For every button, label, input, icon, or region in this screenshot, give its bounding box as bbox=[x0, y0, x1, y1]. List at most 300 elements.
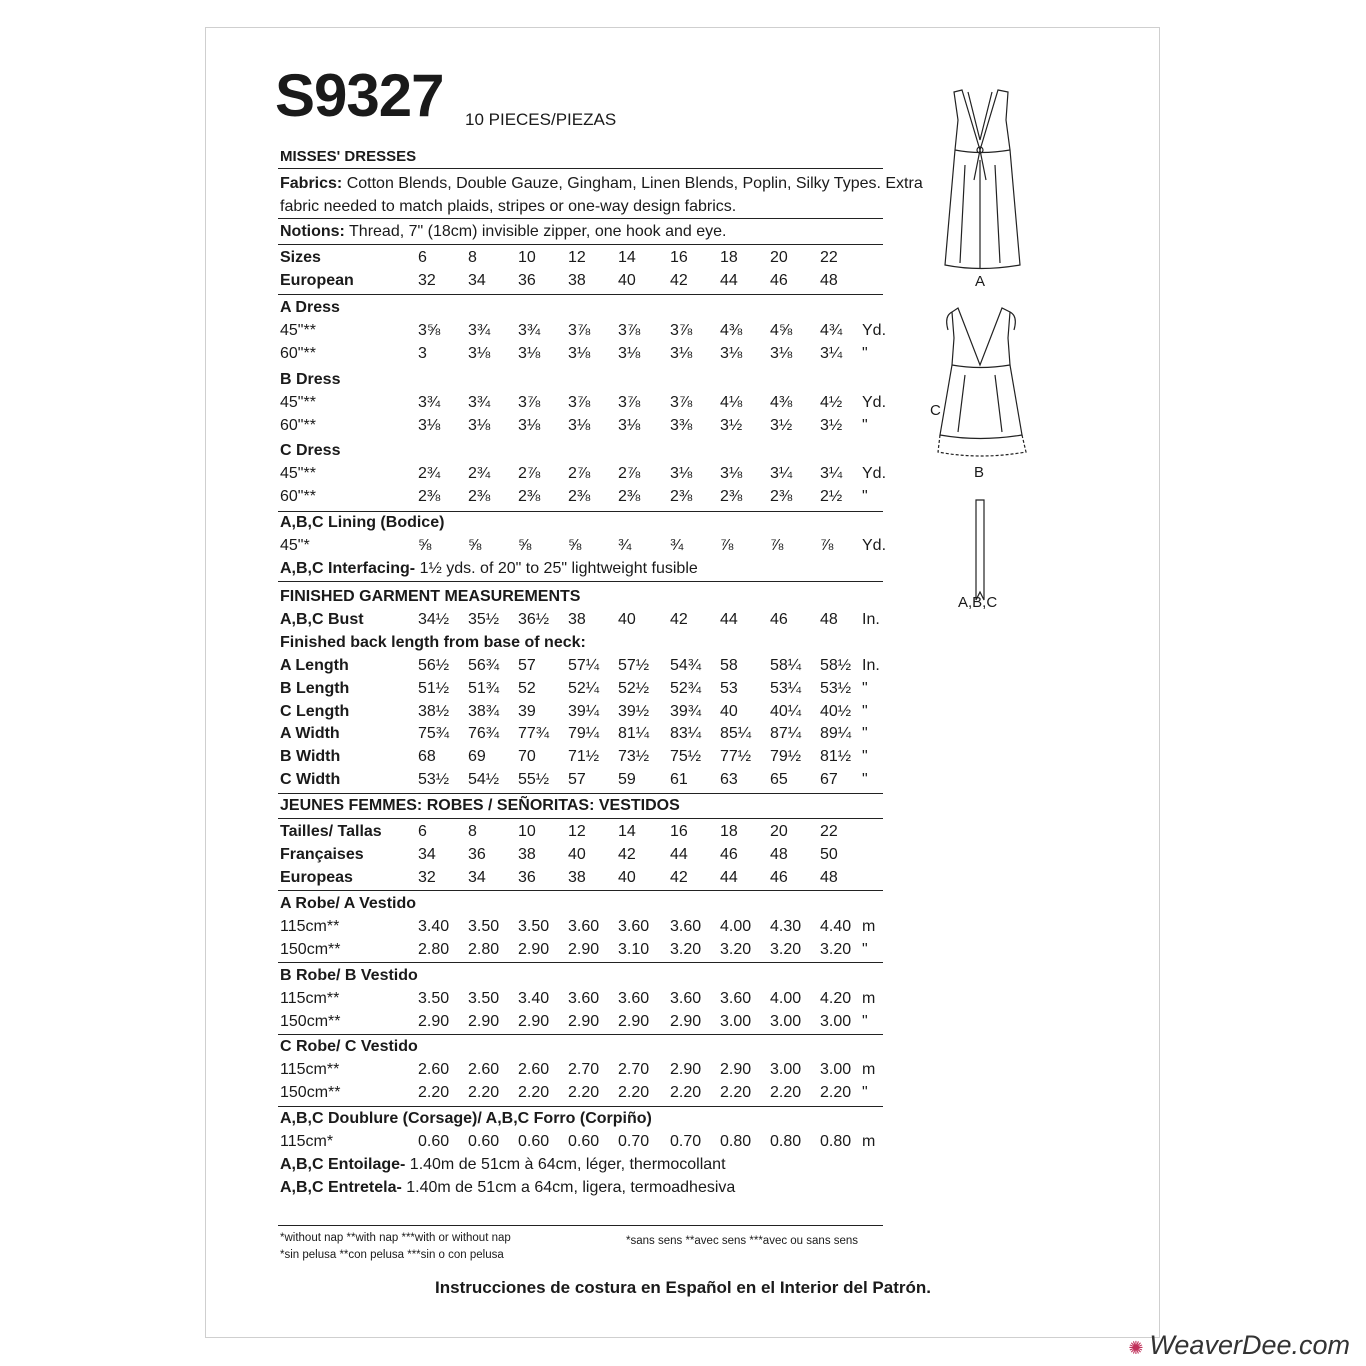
table-cell: 38¾ bbox=[468, 703, 500, 720]
table-row-label: B Robe/ B Vestido bbox=[280, 967, 418, 984]
table-cell: 6 bbox=[418, 823, 427, 840]
table-cell: 79½ bbox=[770, 748, 802, 765]
table-row-label: Finished back length from base of neck: bbox=[280, 634, 586, 651]
table-cell: 3⅛ bbox=[618, 417, 641, 434]
notions-line: Notions: Thread, 7" (18cm) invisible zipper, one hook and eye. bbox=[280, 223, 727, 240]
table-cell: 3⅛ bbox=[518, 417, 541, 434]
table-cell: 46 bbox=[770, 272, 788, 289]
table-cell: 54¾ bbox=[670, 657, 702, 674]
table-cell: 3½ bbox=[820, 417, 843, 434]
table-cell: 2⅞ bbox=[618, 465, 641, 482]
interfacing-line: A,B,C Interfacing- 1½ yds. of 20" to 25" lightweight fusible bbox=[280, 560, 698, 577]
table-cell: 2.90 bbox=[418, 1013, 450, 1030]
table-cell: 4⅜ bbox=[720, 322, 743, 339]
table-row-label: 115cm** bbox=[280, 990, 340, 1007]
table-cell: 3.50 bbox=[518, 918, 550, 935]
table-row-label: 60"** bbox=[280, 488, 316, 505]
table-cell: 75½ bbox=[670, 748, 702, 765]
table-row-label: 150cm** bbox=[280, 1013, 341, 1030]
divider bbox=[278, 168, 883, 169]
table-cell: 2.20 bbox=[670, 1084, 702, 1101]
table-cell: 83¼ bbox=[670, 725, 702, 742]
table-cell: 40 bbox=[720, 703, 738, 720]
table-cell: 34 bbox=[418, 846, 436, 863]
table-cell: 0.80 bbox=[770, 1133, 802, 1150]
table-cell: 3⅛ bbox=[720, 465, 743, 482]
table-row-label: A Width bbox=[280, 725, 340, 742]
table-row-label: Sizes bbox=[280, 249, 321, 266]
table-cell: 2.80 bbox=[468, 941, 500, 958]
table-row-label: 60"** bbox=[280, 417, 316, 434]
table-row-label: C Width bbox=[280, 771, 341, 788]
garment-illustrations bbox=[930, 80, 1040, 620]
illustration-label-c: C bbox=[930, 402, 941, 419]
table-cell: 3⅛ bbox=[720, 345, 743, 362]
table-cell: 59 bbox=[618, 771, 636, 788]
table-row-label: 45"** bbox=[280, 394, 316, 411]
footnote-en: *without nap **with nap ***with or without nap bbox=[280, 1232, 511, 1244]
table-cell: 2⅜ bbox=[518, 488, 541, 505]
table-cell: 3⅛ bbox=[468, 417, 491, 434]
table-unit: In. bbox=[862, 657, 880, 674]
table-cell: ⅝ bbox=[568, 537, 582, 554]
table-cell: ⅞ bbox=[770, 537, 784, 554]
table-cell: 2.20 bbox=[568, 1084, 600, 1101]
table-row-label: B Width bbox=[280, 748, 341, 765]
footnote-es: *sin pelusa **con pelusa ***sin o con pelusa bbox=[280, 1249, 504, 1261]
illustration-label-a: A bbox=[975, 273, 986, 290]
table-cell: 39 bbox=[518, 703, 536, 720]
entretela-line: A,B,C Entretela- 1.40m de 51cm a 64cm, ligera, termoadhesiva bbox=[280, 1179, 736, 1196]
table-unit: " bbox=[862, 1013, 868, 1030]
table-row-label: B Length bbox=[280, 680, 350, 697]
table-cell: 2.20 bbox=[720, 1084, 752, 1101]
table-cell: 0.80 bbox=[720, 1133, 752, 1150]
table-cell: 36 bbox=[518, 272, 536, 289]
table-cell: 81½ bbox=[820, 748, 852, 765]
table-cell: 38 bbox=[568, 272, 586, 289]
table-cell: 3⅞ bbox=[568, 322, 591, 339]
divider bbox=[278, 511, 883, 512]
fabrics-line2: fabric needed to match plaids, stripes or one-way design fabrics. bbox=[280, 198, 737, 215]
table-unit: " bbox=[862, 703, 868, 720]
table-cell: ⅞ bbox=[720, 537, 734, 554]
table-cell: 3.20 bbox=[770, 941, 802, 958]
table-cell: 42 bbox=[618, 846, 636, 863]
table-unit: " bbox=[862, 941, 868, 958]
table-row-label: A,B,C Bust bbox=[280, 611, 364, 628]
table-cell: 3⅞ bbox=[670, 322, 693, 339]
watermark: ✺ WeaverDee.com bbox=[1128, 1330, 1350, 1360]
table-cell: 36 bbox=[518, 869, 536, 886]
table-cell: 14 bbox=[618, 823, 636, 840]
table-cell: 3.60 bbox=[720, 990, 752, 1007]
table-row-label: FINISHED GARMENT MEASUREMENTS bbox=[280, 588, 581, 605]
table-cell: 38 bbox=[568, 611, 586, 628]
table-cell: 44 bbox=[720, 869, 738, 886]
table-cell: 2.90 bbox=[568, 1013, 600, 1030]
table-cell: 2½ bbox=[820, 488, 843, 505]
table-cell: 3⅛ bbox=[670, 345, 693, 362]
table-cell: 3⅛ bbox=[468, 345, 491, 362]
table-row-label: European bbox=[280, 272, 354, 289]
table-cell: 3.20 bbox=[720, 941, 752, 958]
table-cell: 4⅜ bbox=[770, 394, 793, 411]
table-cell: 14 bbox=[618, 249, 636, 266]
table-cell: ⅝ bbox=[418, 537, 432, 554]
table-cell: 2.90 bbox=[518, 1013, 550, 1030]
table-row-label: Françaises bbox=[280, 846, 364, 863]
pieces-count: 10 PIECES/PIEZAS bbox=[465, 110, 617, 129]
table-cell: 3½ bbox=[720, 417, 743, 434]
table-cell: 3.40 bbox=[518, 990, 550, 1007]
table-cell: 3.60 bbox=[568, 990, 600, 1007]
table-cell: 2⅜ bbox=[568, 488, 591, 505]
table-cell: 2.70 bbox=[568, 1061, 600, 1078]
table-cell: 52¾ bbox=[670, 680, 702, 697]
table-cell: 39¾ bbox=[670, 703, 702, 720]
table-cell: 87¼ bbox=[770, 725, 802, 742]
table-cell: ⅞ bbox=[820, 537, 834, 554]
table-unit: " bbox=[862, 748, 868, 765]
table-row-label: 115cm* bbox=[280, 1133, 334, 1150]
table-cell: 4.30 bbox=[770, 918, 802, 935]
table-unit: " bbox=[862, 680, 868, 697]
table-cell: 44 bbox=[720, 272, 738, 289]
table-cell: 4¾ bbox=[820, 322, 843, 339]
table-cell: 70 bbox=[518, 748, 536, 765]
table-unit: " bbox=[862, 771, 868, 788]
table-unit: " bbox=[862, 725, 868, 742]
table-cell: 0.60 bbox=[518, 1133, 550, 1150]
table-unit: Yd. bbox=[862, 322, 887, 339]
table-unit: Yd. bbox=[862, 394, 887, 411]
table-cell: 3¾ bbox=[468, 394, 491, 411]
table-cell: 44 bbox=[670, 846, 688, 863]
table-cell: 2.90 bbox=[720, 1061, 752, 1078]
table-cell: 76¾ bbox=[468, 725, 500, 742]
table-cell: 65 bbox=[770, 771, 788, 788]
table-cell: 2.20 bbox=[618, 1084, 650, 1101]
table-cell: 77¾ bbox=[518, 725, 550, 742]
table-cell: 4½ bbox=[820, 394, 843, 411]
table-cell: 58 bbox=[720, 657, 738, 674]
table-cell: 2.20 bbox=[820, 1084, 852, 1101]
section-title: MISSES' DRESSES bbox=[280, 148, 417, 165]
table-cell: 2¾ bbox=[418, 465, 441, 482]
table-cell: 22 bbox=[820, 249, 838, 266]
divider bbox=[278, 962, 883, 963]
table-cell: 42 bbox=[670, 869, 688, 886]
table-cell: 44 bbox=[720, 611, 738, 628]
table-cell: 35½ bbox=[468, 611, 500, 628]
table-cell: 56½ bbox=[418, 657, 450, 674]
table-cell: 48 bbox=[820, 611, 838, 628]
table-row-label: 150cm** bbox=[280, 1084, 341, 1101]
table-cell: 8 bbox=[468, 823, 477, 840]
table-row-label: B Dress bbox=[280, 371, 341, 388]
entoilage-line: A,B,C Entoilage- 1.40m de 51cm à 64cm, léger, thermocollant bbox=[280, 1156, 726, 1173]
table-cell: 2.60 bbox=[468, 1061, 500, 1078]
footnote-fr: *sans sens **avec sens ***avec ou sans sens bbox=[626, 1235, 859, 1247]
table-cell: 40 bbox=[618, 272, 636, 289]
table-cell: 3.00 bbox=[770, 1061, 802, 1078]
table-cell: 3¾ bbox=[418, 394, 441, 411]
table-row-label: Europeas bbox=[280, 869, 353, 886]
illustration-label-abc: A,B,C bbox=[958, 594, 998, 611]
table-row-label: JEUNES FEMMES: ROBES / SEÑORITAS: VESTIDOS bbox=[280, 797, 680, 814]
table-cell: 3⅞ bbox=[618, 394, 641, 411]
table-cell: 2⅜ bbox=[670, 488, 693, 505]
table-cell: 16 bbox=[670, 249, 688, 266]
table-row-label: A Robe/ A Vestido bbox=[280, 895, 417, 912]
table-unit: " bbox=[862, 345, 868, 362]
table-cell: 2¾ bbox=[468, 465, 491, 482]
table-cell: 0.60 bbox=[468, 1133, 500, 1150]
table-cell: 50 bbox=[820, 846, 838, 863]
table-cell: 20 bbox=[770, 249, 788, 266]
table-cell: 2.90 bbox=[568, 941, 600, 958]
table-cell: 3⅞ bbox=[670, 394, 693, 411]
table-unit: " bbox=[862, 417, 868, 434]
table-cell: 36½ bbox=[518, 611, 550, 628]
table-cell: 2.20 bbox=[418, 1084, 450, 1101]
table-cell: 46 bbox=[720, 846, 738, 863]
table-cell: 52¼ bbox=[568, 680, 600, 697]
table-cell: 2.20 bbox=[770, 1084, 802, 1101]
table-row-label: A Length bbox=[280, 657, 349, 674]
table-row-label: C Robe/ C Vestido bbox=[280, 1038, 418, 1055]
table-cell: 2⅜ bbox=[618, 488, 641, 505]
table-unit: In. bbox=[862, 611, 880, 628]
table-unit: Yd. bbox=[862, 537, 887, 554]
table-cell: 3.00 bbox=[720, 1013, 752, 1030]
table-cell: 39½ bbox=[618, 703, 650, 720]
table-cell: 58½ bbox=[820, 657, 852, 674]
table-cell: 2.60 bbox=[518, 1061, 550, 1078]
table-cell: 53¼ bbox=[770, 680, 802, 697]
table-cell: 12 bbox=[568, 249, 586, 266]
table-unit: m bbox=[862, 918, 876, 935]
table-cell: 42 bbox=[670, 272, 688, 289]
table-cell: 68 bbox=[418, 748, 436, 765]
table-cell: 52 bbox=[518, 680, 536, 697]
table-cell: 53 bbox=[720, 680, 738, 697]
table-cell: 48 bbox=[770, 846, 788, 863]
table-cell: 57 bbox=[568, 771, 586, 788]
table-unit: " bbox=[862, 1084, 868, 1101]
table-cell: 4.40 bbox=[820, 918, 852, 935]
logo-icon: ✺ bbox=[1128, 1338, 1144, 1358]
table-cell: 79¼ bbox=[568, 725, 600, 742]
table-cell: 2⅜ bbox=[418, 488, 441, 505]
table-cell: 3¼ bbox=[770, 465, 793, 482]
divider bbox=[278, 793, 883, 794]
table-cell: 18 bbox=[720, 823, 738, 840]
table-unit: m bbox=[862, 1133, 876, 1150]
divider bbox=[278, 294, 883, 295]
table-cell: 73½ bbox=[618, 748, 650, 765]
table-cell: 2⅜ bbox=[770, 488, 793, 505]
table-cell: 57½ bbox=[618, 657, 650, 674]
table-cell: 71½ bbox=[568, 748, 600, 765]
table-cell: 2.20 bbox=[468, 1084, 500, 1101]
table-cell: 3.60 bbox=[618, 918, 650, 935]
table-cell: 34 bbox=[468, 272, 486, 289]
table-cell: 2⅞ bbox=[568, 465, 591, 482]
table-cell: 4⅛ bbox=[720, 394, 743, 411]
table-cell: 42 bbox=[670, 611, 688, 628]
table-cell: 81¼ bbox=[618, 725, 650, 742]
table-cell: 56¾ bbox=[468, 657, 500, 674]
table-cell: 12 bbox=[568, 823, 586, 840]
table-cell: 40 bbox=[618, 611, 636, 628]
table-cell: 32 bbox=[418, 869, 436, 886]
table-cell: 3⅛ bbox=[618, 345, 641, 362]
table-cell: 32 bbox=[418, 272, 436, 289]
table-cell: 38 bbox=[518, 846, 536, 863]
table-cell: 4.20 bbox=[820, 990, 852, 1007]
divider bbox=[278, 1034, 883, 1035]
table-cell: 46 bbox=[770, 611, 788, 628]
table-cell: 3.00 bbox=[770, 1013, 802, 1030]
table-cell: 46 bbox=[770, 869, 788, 886]
table-cell: 2.70 bbox=[618, 1061, 650, 1078]
table-row-label: 45"** bbox=[280, 322, 316, 339]
fabrics-line1: Fabrics: Cotton Blends, Double Gauze, Gingham, Linen Blends, Poplin, Silky Types. Extra bbox=[280, 175, 923, 192]
table-cell: 3.20 bbox=[670, 941, 702, 958]
table-cell: 3.00 bbox=[820, 1061, 852, 1078]
table-cell: 3⅞ bbox=[568, 394, 591, 411]
table-cell: 0.70 bbox=[670, 1133, 702, 1150]
table-row-label: 45"* bbox=[280, 537, 310, 554]
table-cell: 75¾ bbox=[418, 725, 450, 742]
table-cell: 3.60 bbox=[670, 990, 702, 1007]
spanish-instructions-note: Instrucciones de costura en Español en el Interior del Patrón. bbox=[435, 1278, 931, 1297]
table-cell: 3⅞ bbox=[618, 322, 641, 339]
table-cell: 2.90 bbox=[670, 1061, 702, 1078]
table-cell: 2.90 bbox=[468, 1013, 500, 1030]
table-cell: 34½ bbox=[418, 611, 450, 628]
table-cell: 10 bbox=[518, 249, 536, 266]
table-cell: 3⅛ bbox=[418, 417, 441, 434]
table-cell: 3¾ bbox=[518, 322, 541, 339]
table-cell: 2.90 bbox=[518, 941, 550, 958]
illustration-label-b: B bbox=[974, 464, 985, 481]
table-cell: 3⅛ bbox=[518, 345, 541, 362]
table-cell: 0.60 bbox=[418, 1133, 450, 1150]
table-cell: 2.90 bbox=[670, 1013, 702, 1030]
table-cell: 40½ bbox=[820, 703, 852, 720]
table-cell: 2.80 bbox=[418, 941, 450, 958]
table-row-label: C Length bbox=[280, 703, 350, 720]
table-unit: m bbox=[862, 990, 876, 1007]
table-row-label: 115cm** bbox=[280, 1061, 340, 1078]
table-unit: Yd. bbox=[862, 465, 887, 482]
table-cell: 67 bbox=[820, 771, 838, 788]
table-cell: 3 bbox=[418, 345, 427, 362]
table-cell: 39¼ bbox=[568, 703, 600, 720]
table-row-label: 150cm** bbox=[280, 941, 341, 958]
table-cell: 3.60 bbox=[618, 990, 650, 1007]
table-cell: ¾ bbox=[618, 537, 632, 554]
table-cell: 57 bbox=[518, 657, 536, 674]
table-cell: 16 bbox=[670, 823, 688, 840]
table-cell: 55½ bbox=[518, 771, 550, 788]
table-cell: ⅝ bbox=[518, 537, 532, 554]
table-cell: 3⅛ bbox=[770, 345, 793, 362]
divider bbox=[278, 1225, 883, 1226]
table-cell: 3.40 bbox=[418, 918, 450, 935]
table-cell: 58¼ bbox=[770, 657, 802, 674]
table-cell: 4⅝ bbox=[770, 322, 793, 339]
table-cell: 4.00 bbox=[770, 990, 802, 1007]
table-cell: 0.80 bbox=[820, 1133, 852, 1150]
table-cell: 63 bbox=[720, 771, 738, 788]
table-row-label: 115cm** bbox=[280, 918, 340, 935]
table-cell: 10 bbox=[518, 823, 536, 840]
table-cell: 0.70 bbox=[618, 1133, 650, 1150]
table-row-label: C Dress bbox=[280, 442, 341, 459]
table-cell: 3.00 bbox=[820, 1013, 852, 1030]
table-cell: 3.20 bbox=[820, 941, 852, 958]
table-cell: 89¼ bbox=[820, 725, 852, 742]
table-cell: 18 bbox=[720, 249, 738, 266]
divider bbox=[278, 244, 883, 245]
table-row-label: Tailles/ Tallas bbox=[280, 823, 382, 840]
table-cell: ⅝ bbox=[468, 537, 482, 554]
table-unit: m bbox=[862, 1061, 876, 1078]
table-cell: 3.60 bbox=[568, 918, 600, 935]
table-cell: 22 bbox=[820, 823, 838, 840]
table-unit: " bbox=[862, 488, 868, 505]
pattern-number: S9327 bbox=[275, 62, 444, 129]
table-cell: 85¼ bbox=[720, 725, 752, 742]
table-cell: 54½ bbox=[468, 771, 500, 788]
divider bbox=[278, 218, 883, 219]
table-cell: 2⅜ bbox=[468, 488, 491, 505]
table-cell: 3⅞ bbox=[518, 394, 541, 411]
table-cell: 3⅜ bbox=[670, 417, 693, 434]
table-cell: 2⅜ bbox=[720, 488, 743, 505]
table-row-label: 60"** bbox=[280, 345, 316, 362]
table-cell: 20 bbox=[770, 823, 788, 840]
table-row-label: A Dress bbox=[280, 299, 340, 316]
table-cell: 3.50 bbox=[418, 990, 450, 1007]
table-cell: 36 bbox=[468, 846, 486, 863]
table-cell: 40 bbox=[568, 846, 586, 863]
divider bbox=[278, 818, 883, 819]
table-cell: 38 bbox=[568, 869, 586, 886]
table-cell: 8 bbox=[468, 249, 477, 266]
table-cell: 0.60 bbox=[568, 1133, 600, 1150]
table-row-label: A,B,C Lining (Bodice) bbox=[280, 514, 445, 531]
table-cell: 3⅛ bbox=[568, 345, 591, 362]
table-cell: 69 bbox=[468, 748, 486, 765]
table-cell: 3.50 bbox=[468, 918, 500, 935]
table-cell: 61 bbox=[670, 771, 688, 788]
table-cell: 3⅛ bbox=[670, 465, 693, 482]
table-cell: 2.90 bbox=[618, 1013, 650, 1030]
table-cell: 2.20 bbox=[518, 1084, 550, 1101]
table-cell: 3.10 bbox=[618, 941, 650, 958]
table-cell: 3⅛ bbox=[568, 417, 591, 434]
table-cell: 3¼ bbox=[820, 465, 843, 482]
table-cell: 3.50 bbox=[468, 990, 500, 1007]
table-cell: 38½ bbox=[418, 703, 450, 720]
divider bbox=[278, 581, 883, 582]
table-cell: 3¼ bbox=[820, 345, 843, 362]
